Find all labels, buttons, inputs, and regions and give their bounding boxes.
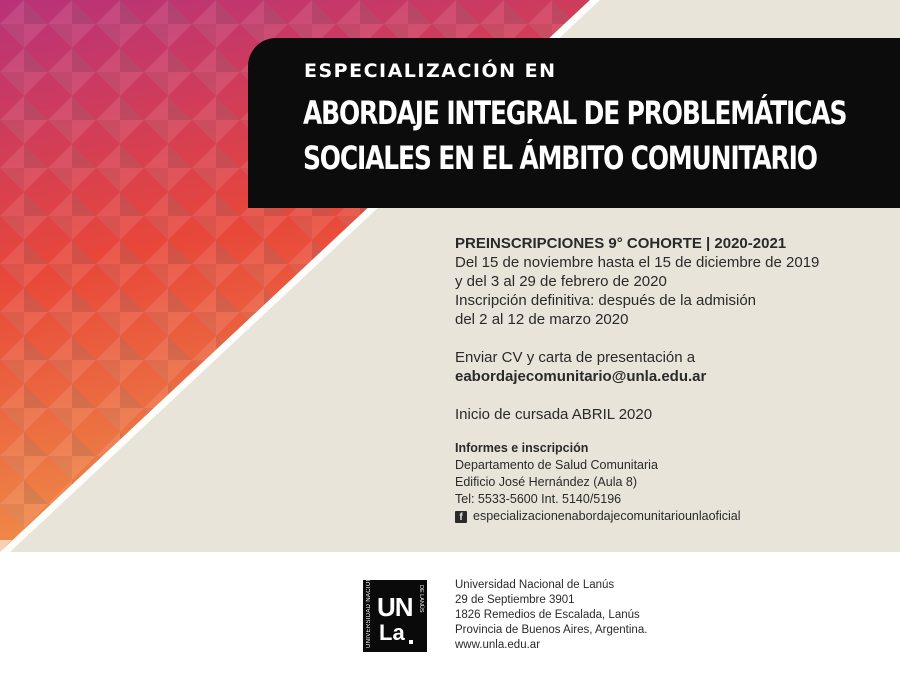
title-box (248, 38, 900, 208)
facebook-line[interactable] (455, 508, 885, 525)
address-line: 29 de Septiembre 3901 (455, 594, 575, 606)
address-block (455, 578, 647, 653)
info-block (455, 234, 885, 525)
logo-vertical-text: UNIVERSIDAD NACIONAL (366, 568, 372, 648)
definitiva-line-1: Inscripción definitiva: después de la admisión (455, 292, 757, 309)
website-link[interactable]: www.unla.edu.ar (455, 639, 541, 651)
logo-dot (409, 640, 413, 644)
logo-un: UN (377, 592, 413, 622)
address-line: Provincia de Buenos Aires, Argentina. (455, 624, 648, 636)
dates-line-2: y del 3 al 29 de febrero de 2020 (455, 273, 667, 290)
logo-vertical-text-right: DE LANÚS (418, 585, 424, 613)
facebook-handle[interactable]: especializacionenabordajecomunitariounlaoficial (473, 509, 741, 523)
address-line: 1826 Remedios de Escalada, Lanús (455, 609, 640, 621)
definitiva-line-2: del 2 al 12 de marzo 2020 (455, 311, 629, 328)
footer (0, 552, 900, 675)
preinscripciones-heading: PREINSCRIPCIONES 9° COHORTE | 2020-2021 (455, 235, 787, 252)
phone: Tel: 5533-5600 Int. 5140/5196 (455, 492, 622, 506)
email-link[interactable]: eabordajecomunitario@unla.edu.ar (455, 368, 707, 385)
building: Edificio José Hernández (Aula 8) (455, 475, 638, 489)
contact-heading: Informes e inscripción (455, 441, 589, 455)
title-line-2: SOCIALES EN EL ÁMBITO COMUNITARIO (303, 139, 817, 177)
address-line: Universidad Nacional de Lanús (455, 579, 615, 591)
dates-line-1: Del 15 de noviembre hasta el 15 de diciembre de 2019 (455, 254, 820, 271)
facebook-icon: f (455, 511, 467, 523)
logo-la: La (379, 620, 405, 645)
title-line-1: ABORDAJE INTEGRAL DE PROBLEMÁTICAS (303, 94, 847, 132)
send-cv-text: Enviar CV y carta de presentación a (455, 349, 696, 366)
department: Departamento de Salud Comunitaria (455, 458, 658, 472)
unla-logo (363, 568, 427, 652)
title-kicker: ESPECIALIZACIÓN EN (304, 60, 557, 82)
start-date: Inicio de cursada ABRIL 2020 (455, 406, 653, 423)
